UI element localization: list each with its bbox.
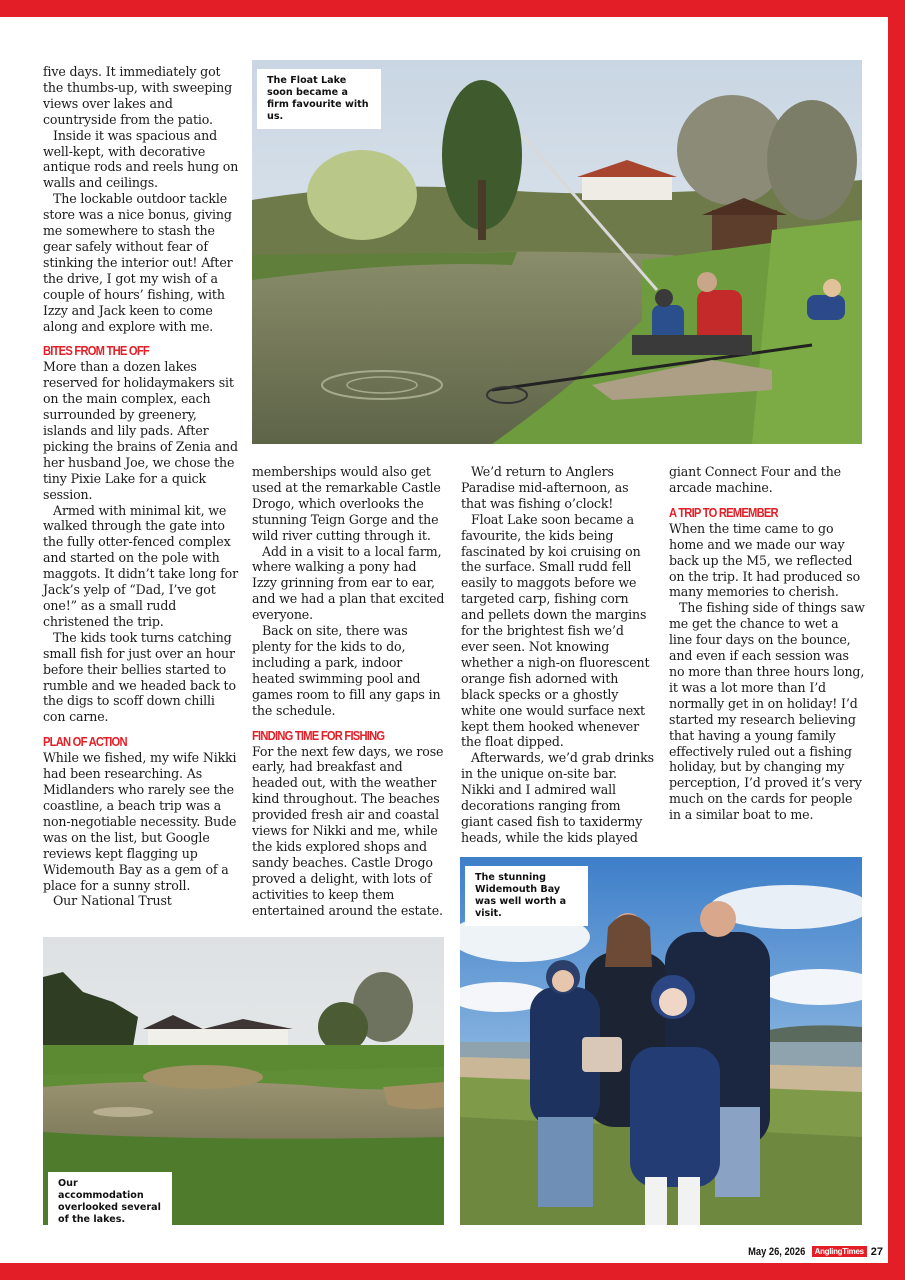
- article-paragraph: The lockable outdoor tackle store was a nice bonus, giving me somewhere to stash the gear safely without fear of stinking the interior out! After the drive, I got my wish of a couple of hours’ fishing, with Izzy and Jack keen to come along and explore with me.: [43, 191, 233, 334]
- article-paragraph: Float Lake soon became a favourite, the kids being fascinated by koi cruising on the surface. Small rudd fell easily to maggots before we targeted carp, fishing corn and pellets down the margins for the brightest fish we’d ever seen. Not knowing whether a nigh-on fluorescent orange fish adorned with black specks or a ghostly white one would surface next kept them hooked whenever the float dipped.: [461, 511, 650, 750]
- section-heading: A TRIP TO REMEMBER: [669, 504, 778, 520]
- article-paragraph: giant Connect Four and the arcade machine.: [669, 464, 841, 495]
- article-paragraph: memberships would also get used at the remarkable Castle Drogo, which overlooks the stunning Teign Gorge and the wild river cutting through it.: [252, 464, 441, 543]
- caption-accommodation: Our accommodation overlooked several of the lakes.: [48, 1172, 172, 1232]
- article-paragraph: The fishing side of things saw me get the chance to wet a line four days on the bounce, and even if each session was no more than three hours long, it was a lot more than I’d normally get in on holiday! I’d started my research believing that having a young family effectively ruled out a fishing holiday, but by changing my perception, I’d proved it’s very much on the cards for people in a similar boat to me.: [669, 600, 865, 823]
- article-paragraph: More than a dozen lakes reserved for holidaymakers sit on the main complex, each surrounded by greenery, islands and lily pads. After picking the brains of Zenia and her husband Joe, we chose the tiny Pixie Lake for a quick session.: [43, 359, 238, 502]
- article-paragraph: For the next few days, we rose early, had breakfast and headed out, with the weather kind throughout. The beaches provided fresh air and coastal views for Nikki and me, while the kids explored shops and sandy beaches. Castle Drogo proved a delight, with lots of activities to keep them entertained around the estate.: [252, 743, 444, 918]
- article-paragraph: Our National Trust: [53, 893, 172, 909]
- page-number: 27: [870, 1245, 883, 1258]
- brand-logo: AnglingTimes: [812, 1246, 867, 1257]
- article-column-2: [252, 464, 445, 918]
- article-column-1: [43, 64, 239, 909]
- article-paragraph: When the time came to go home and we made our way back up the M5, we reflected on the trip. It had produced so many memories to cherish.: [669, 520, 861, 600]
- article-paragraph: Add in a visit to a local farm, where walking a pony had Izzy grinning from ear to ear, and we had a plan that excited everyone.: [252, 543, 445, 623]
- section-heading: PLAN OF ACTION: [43, 734, 127, 750]
- caption-widemouth-bay: The stunning Widemouth Bay was well worth a visit.: [465, 866, 588, 926]
- article-paragraph: five days. It immediately got the thumbs-up, with sweeping views over lakes and countryside from the patio.: [43, 64, 233, 127]
- article-column-3: [461, 464, 654, 846]
- article-paragraph: Inside it was spacious and well-kept, with decorative antique rods and reels hung on walls and ceilings.: [43, 127, 239, 191]
- issue-date: May 26, 2026: [748, 1245, 806, 1258]
- article-paragraph: Back on site, there was plenty for the kids to do, including a park, indoor heated swimming pool and games room to fill any gaps in the schedule.: [252, 623, 441, 718]
- section-heading: BITES FROM THE OFF: [43, 343, 149, 359]
- article-column-4: [669, 464, 865, 823]
- caption-float-lake: The Float Lake soon became a firm favourite with us.: [257, 69, 381, 129]
- article-paragraph: The kids took turns catching small fish for just over an hour before their bellies started to rumble and we headed back to the digs to scoff down chilli con carne.: [43, 629, 236, 725]
- page-footer: [738, 1245, 883, 1258]
- article-paragraph: While we fished, my wife Nikki had been researching. As Midlanders who rarely see the coastline, a beach trip was a non-negotiable necessity. Bude was on the list, but Google reviews kept flagging up Widemouth Bay as a gem of a place for a sunny stroll.: [43, 750, 237, 893]
- magazine-page: [0, 17, 888, 1263]
- article-paragraph: Armed with minimal kit, we walked through the gate into the fully otter-fenced complex and started on the pole with maggots. It didn’t take long for Jack’s yelp of “Dad, I’ve got one!” as a small rudd christened the trip.: [43, 502, 238, 629]
- article-paragraph: We’d return to Anglers Paradise mid-afternoon, as that was fishing o’clock!: [461, 464, 629, 511]
- section-heading: FINDING TIME FOR FISHING: [252, 727, 385, 743]
- article-paragraph: Afterwards, we’d grab drinks in the unique on-site bar. Nikki and I admired wall decorations ranging from giant cased fish to taxidermy heads, while the kids played: [461, 750, 654, 845]
